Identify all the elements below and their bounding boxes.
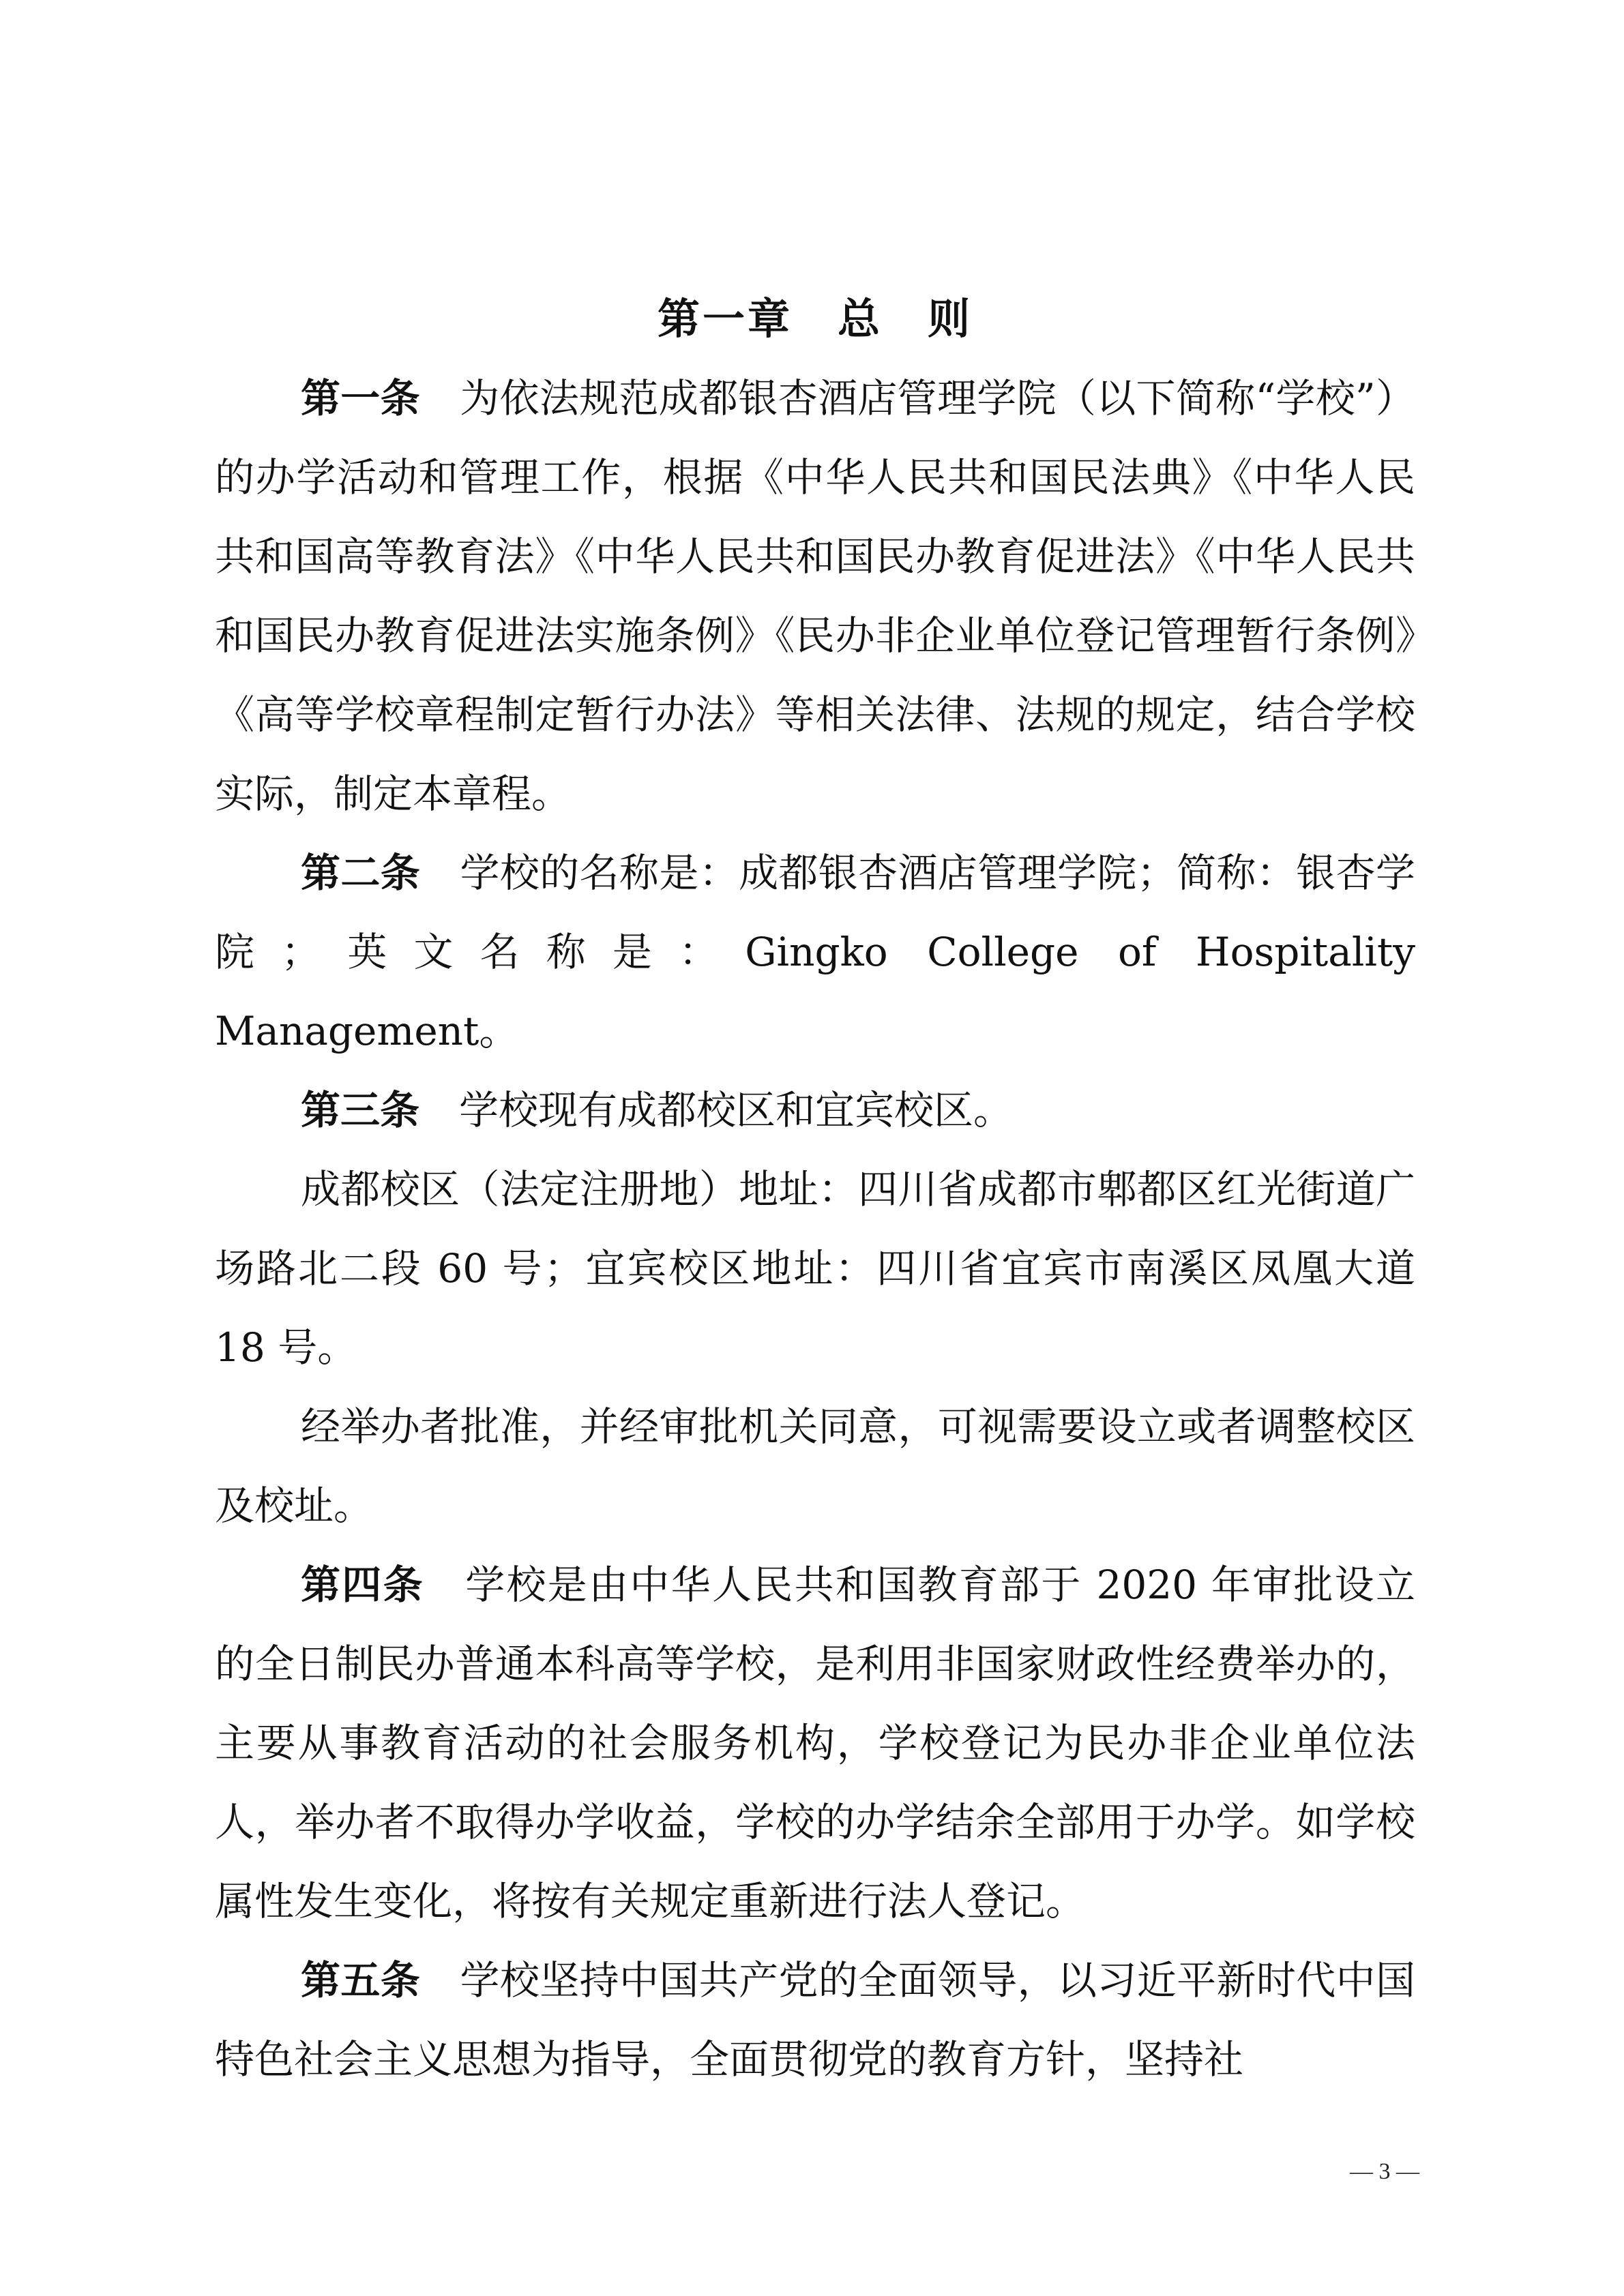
- campus-address-paragraph: 成都校区（法定注册地）地址：四川省成都市郫都区红光街道广场路北二段 60 号；宜宾校区地址：四川省宜宾市南溪区凤凰大道 18 号。: [215, 1166, 1415, 1371]
- article-4-text: 学校是由中华人民共和国教育部于 2020 年审批设立的全日制民办普通本科高等学校，是利用非国家财政性经费举办的，主要从事教育活动的社会服务机构，学校登记为民办非企业单位法人，举办者不取得办学收益，学校的办学结余全部用于办学。如学校属性发生变化，将按有关规定重新进行法人登记。: [215, 1562, 1415, 1924]
- article-2-text: 学校的名称是：成都银杏酒店管理学院；简称：银杏学院；英文名称是：Gingko College of Hospitality Management。: [215, 850, 1415, 1054]
- article-1-text: 为依法规范成都银杏酒店管理学院（以下简称“学校”）的办学活动和管理工作，根据《中华人民共和国民法典》《中华人民共和国高等教育法》《中华人民共和国民办教育促进法》《中华人民共和国民办教育促进法实施条例》《民办非企业单位登记管理暂行条例》《高等学校章程制定暂行办法》等相关法律、法规的规定，结合学校实际，制定本章程。: [215, 375, 1415, 817]
- page-number: — 3 —: [1350, 2159, 1419, 2184]
- article-4-heading: 第四条: [301, 1562, 424, 1608]
- article-2: [215, 833, 1415, 1071]
- article-2-heading: 第二条: [301, 850, 421, 896]
- article-5: [215, 1941, 1415, 2099]
- article-3-text: 学校现有成都校区和宜宾校区。: [459, 1087, 1014, 1133]
- article-3-heading: 第三条: [301, 1087, 420, 1133]
- article-1-heading: 第一条: [301, 375, 420, 421]
- campus-adjustment-paragraph: 经举办者批准，并经审批机关同意，可视需要设立或者调整校区及校址。: [215, 1403, 1415, 1529]
- article-5-text: 学校坚持中国共产党的全面领导，以习近平新时代中国特色社会主义思想为指导，全面贯彻党的教育方针，坚持社: [215, 1957, 1415, 2083]
- article-3: [215, 1071, 1415, 1150]
- article-1: [215, 359, 1415, 833]
- document-body: [215, 280, 1415, 2099]
- article-5-heading: 第五条: [301, 1957, 421, 2003]
- article-4: [215, 1545, 1415, 1941]
- chapter-title: 第一章 总 则: [657, 294, 973, 344]
